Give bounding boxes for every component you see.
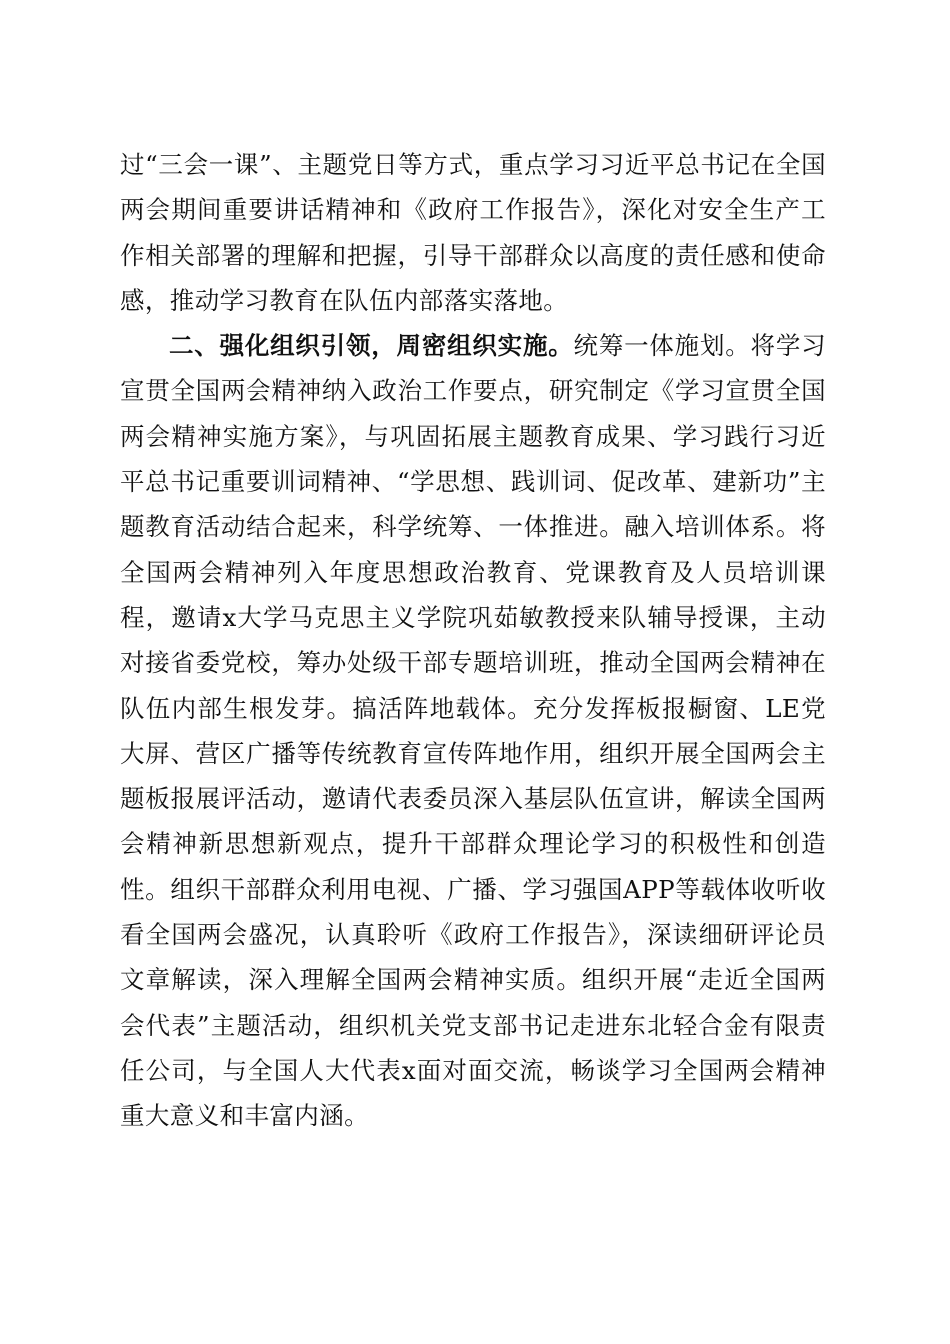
paragraph-1-text: 过“三会一课”、主题党日等方式，重点学习习近平总书记在全国两会期间重要讲话精神和《政府工作报告》，深化对安全生产工作相关部署的理解和把握，引导干部群众以高度的责任感和使命感，推动学习教育在队伍内部落实落地。 [120,150,826,315]
section-two-heading: 二、强化组织引领，周密组织实施。 [169,331,574,361]
paragraph-continuation [120,142,826,323]
document-body [120,142,826,1139]
section-two-body: 统筹一体施划。将学习宣贯全国两会精神纳入政治工作要点，研究制定《学习宣贯全国两会精神实施方案》，与巩固拓展主题教育成果、学习践行习近平总书记重要训词精神、“学思想、践训词、促改革、建新功”主题教育活动结合起来，科学统筹、一体推进。融入培训体系。将全国两会精神列入年度思想政治教育、党课教育及人员培训课程，邀请x大学马克思主义学院巩茹敏教授来队辅导授课，主动对接省委党校，筹办处级干部专题培训班，推动全国两会精神在队伍内部生根发芽。搞活阵地载体。充分发挥板报橱窗、LE党大屏、营区广播等传统教育宣传阵地作用，组织开展全国两会主题板报展评活动，邀请代表委员深入基层队伍宣讲，解读全国两会精神新思想新观点，提升干部群众理论学习的积极性和创造性。组织干部群众利用电视、广播、学习强国APP等载体收听收看全国两会盛况，认真聆听《政府工作报告》，深读细研评论员文章解读，深入理解全国两会精神实质。组织开展“走近全国两会代表”主题活动，组织机关党支部书记走进东北轻合金有限责任公司，与全国人大代表x面对面交流，畅谈学习全国两会精神重大意义和丰富内涵。 [120,331,826,1131]
paragraph-section-two [120,323,826,1138]
